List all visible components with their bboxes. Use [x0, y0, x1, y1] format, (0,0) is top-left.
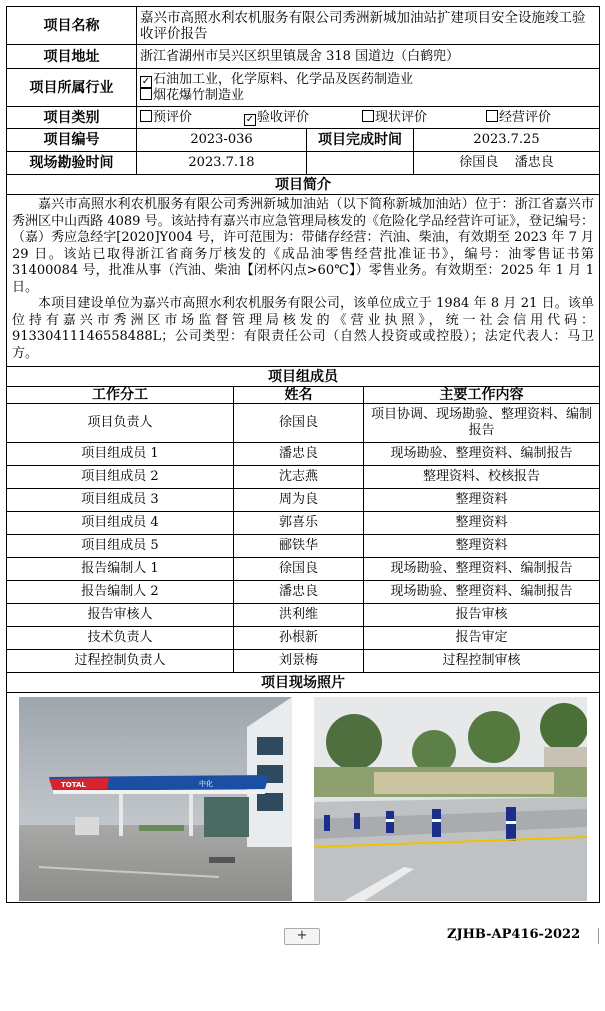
- intro-paragraph-2: 本项目建设单位为嘉兴市高照水利农机服务有限公司，该单位成立于 1984 年 8 月 21 日。该单位持有嘉兴市秀洲区市场监督管理局核发的《营业执照》，统一社会信用代码：91330411146558488L；公司类型：有限责任公司（自然人投资或或控股）；法定代表人：马卫方。: [12, 296, 595, 361]
- team-row: [7, 604, 600, 627]
- team-role-cell: 项目组成员 1: [7, 443, 234, 466]
- category-option-acceptance[interactable]: [244, 110, 362, 126]
- intro-paragraph-1: 嘉兴市高照水利农机服务有限公司秀洲新城加油站（以下简称新城加油站）位于：浙江省嘉兴市秀洲区中山西路 4089 号。该站持有嘉兴市应急管理局核发的《危险化学品经营许可证》，登记编号：（嘉）秀应急经字[2020]Y004 号，许可范围为：带储存经营：汽油、柴油，有效期至 2023 年 7 月 29 日。该站已取得浙江省商务厅核发的《成品油零售经营批准证书》，编号：油零售证书第 31400084 号，批准从事（汽油、柴油【闭杯闪点>60℃】）零售业务。有效期至：2025 年 1 月 1 日。: [12, 197, 595, 295]
- team-row: [7, 489, 600, 512]
- team-header-role: 工作分工: [7, 387, 234, 404]
- industry-option-fireworks[interactable]: [140, 88, 596, 104]
- industry-options: [137, 69, 600, 107]
- team-row: [7, 404, 600, 443]
- team-work-cell: 项目协调、现场勘验、整理资料、编制报告: [364, 404, 600, 443]
- team-row: [7, 466, 600, 489]
- info-table: [6, 6, 600, 387]
- industry-option-petro-label: 石油加工业，化学原料、化学品及医药制造业: [153, 71, 414, 87]
- team-work-cell: 整理资料: [364, 535, 600, 558]
- team-role-cell: 报告编制人 1: [7, 558, 234, 581]
- add-button[interactable]: +: [284, 928, 320, 945]
- checkbox-empty-icon: [140, 88, 152, 100]
- intro-title: 项目简介: [7, 175, 600, 195]
- team-role-cell: 项目组成员 5: [7, 535, 234, 558]
- team-role-cell: 报告审核人: [7, 604, 234, 627]
- project-number-label: 项目编号: [7, 129, 137, 152]
- row-category: [7, 107, 600, 129]
- team-body: [7, 404, 600, 673]
- category-option-status-label: 现状评价: [375, 109, 428, 125]
- team-role-cell: 报告编制人 2: [7, 581, 234, 604]
- team-row: [7, 512, 600, 535]
- team-work-cell: 现场勘验、整理资料、编制报告: [364, 443, 600, 466]
- row-project-name: [7, 7, 600, 45]
- team-name-cell: 刘景梅: [234, 650, 364, 673]
- team-work-cell: 现场勘验、整理资料、编制报告: [364, 581, 600, 604]
- category-option-pre[interactable]: [140, 110, 244, 126]
- team-name-cell: 郭喜乐: [234, 512, 364, 535]
- category-option-operation[interactable]: [486, 110, 551, 126]
- row-number: [7, 129, 600, 152]
- survey-blank-cell: [307, 152, 414, 175]
- team-work-cell: 现场勘验、整理资料、编制报告: [364, 558, 600, 581]
- checkbox-empty-icon: [362, 110, 374, 122]
- team-row: [7, 581, 600, 604]
- team-work-cell: 报告审核: [364, 604, 600, 627]
- row-photos-title: [7, 673, 600, 693]
- construction-site-photo: [314, 697, 587, 901]
- team-role-cell: 技术负责人: [7, 627, 234, 650]
- project-address-label: 项目地址: [7, 45, 137, 69]
- team-role-cell: 过程控制负责人: [7, 650, 234, 673]
- checkbox-checked-icon: ✓: [245, 113, 255, 125]
- industry-label: 项目所属行业: [7, 69, 137, 107]
- industry-option-petro[interactable]: [140, 72, 596, 88]
- project-name-label: 项目名称: [7, 7, 137, 45]
- document-code: ZJHB-AP416-2022: [447, 927, 581, 942]
- row-survey: [7, 152, 600, 175]
- category-label: 项目类别: [7, 107, 137, 129]
- canopy-brand-text: TOTAL: [61, 780, 86, 789]
- team-name-cell: 周为良: [234, 489, 364, 512]
- category-option-acceptance-label: 验收评价: [257, 109, 310, 125]
- team-work-cell: 过程控制审核: [364, 650, 600, 673]
- team-role-cell: 项目组成员 4: [7, 512, 234, 535]
- team-header-name: 姓名: [234, 387, 364, 404]
- complete-time-value: 2023.7.25: [414, 129, 600, 152]
- category-options: [137, 107, 600, 129]
- row-intro-body: [7, 195, 600, 367]
- scroll-edge: [598, 928, 603, 944]
- team-work-cell: 整理资料、校核报告: [364, 466, 600, 489]
- team-table: [6, 386, 600, 903]
- report-form: [6, 6, 599, 903]
- team-row: [7, 558, 600, 581]
- team-role-cell: 项目组成员 3: [7, 489, 234, 512]
- team-role-cell: 项目负责人: [7, 404, 234, 443]
- team-work-cell: 整理资料: [364, 512, 600, 535]
- survey-people: 徐国良 潘忠良: [414, 152, 600, 175]
- category-option-status[interactable]: [362, 110, 486, 126]
- team-name-cell: 沈志燕: [234, 466, 364, 489]
- team-row: [7, 535, 600, 558]
- row-industry: [7, 69, 600, 107]
- photos-cell: [7, 693, 600, 903]
- team-row: [7, 627, 600, 650]
- canopy-brand2-text: 中化: [199, 779, 213, 788]
- category-option-pre-label: 预评价: [153, 109, 193, 125]
- industry-option-fireworks-label: 烟花爆竹制造业: [153, 87, 245, 103]
- complete-time-label: 项目完成时间: [307, 129, 414, 152]
- project-name-value: 嘉兴市高照水利农机服务有限公司秀洲新城加油站扩建项目安全设施竣工验收评价报告: [137, 7, 600, 45]
- row-photos: [7, 693, 600, 903]
- team-name-cell: 洪利维: [234, 604, 364, 627]
- project-address-value: 浙江省湖州市吴兴区织里镇晟舍 318 国道边（白鹤兜）: [137, 45, 600, 69]
- row-team-title: [7, 367, 600, 387]
- row-project-address: [7, 45, 600, 69]
- team-name-cell: 徐国良: [234, 404, 364, 443]
- team-row: [7, 650, 600, 673]
- survey-time-value: 2023.7.18: [137, 152, 307, 175]
- team-name-cell: 郦铁华: [234, 535, 364, 558]
- team-row: [7, 443, 600, 466]
- team-role-cell: 项目组成员 2: [7, 466, 234, 489]
- project-number-value: 2023-036: [137, 129, 307, 152]
- checkbox-empty-icon: [140, 110, 152, 122]
- team-header-work: 主要工作内容: [364, 387, 600, 404]
- category-option-operation-label: 经营评价: [499, 109, 552, 125]
- row-intro-title: [7, 175, 600, 195]
- checkbox-checked-icon: ✓: [141, 75, 151, 87]
- survey-time-label: 现场勘验时间: [7, 152, 137, 175]
- photos-title: 项目现场照片: [7, 673, 600, 693]
- team-name-cell: 孙根新: [234, 627, 364, 650]
- team-name-cell: 潘忠良: [234, 443, 364, 466]
- team-name-cell: 徐国良: [234, 558, 364, 581]
- team-title: 项目组成员: [7, 367, 600, 387]
- team-header-row: [7, 387, 600, 404]
- team-work-cell: 报告审定: [364, 627, 600, 650]
- team-work-cell: 整理资料: [364, 489, 600, 512]
- team-name-cell: 潘忠良: [234, 581, 364, 604]
- checkbox-empty-icon: [486, 110, 498, 122]
- intro-body: [7, 195, 600, 367]
- gas-station-photo: [19, 697, 292, 901]
